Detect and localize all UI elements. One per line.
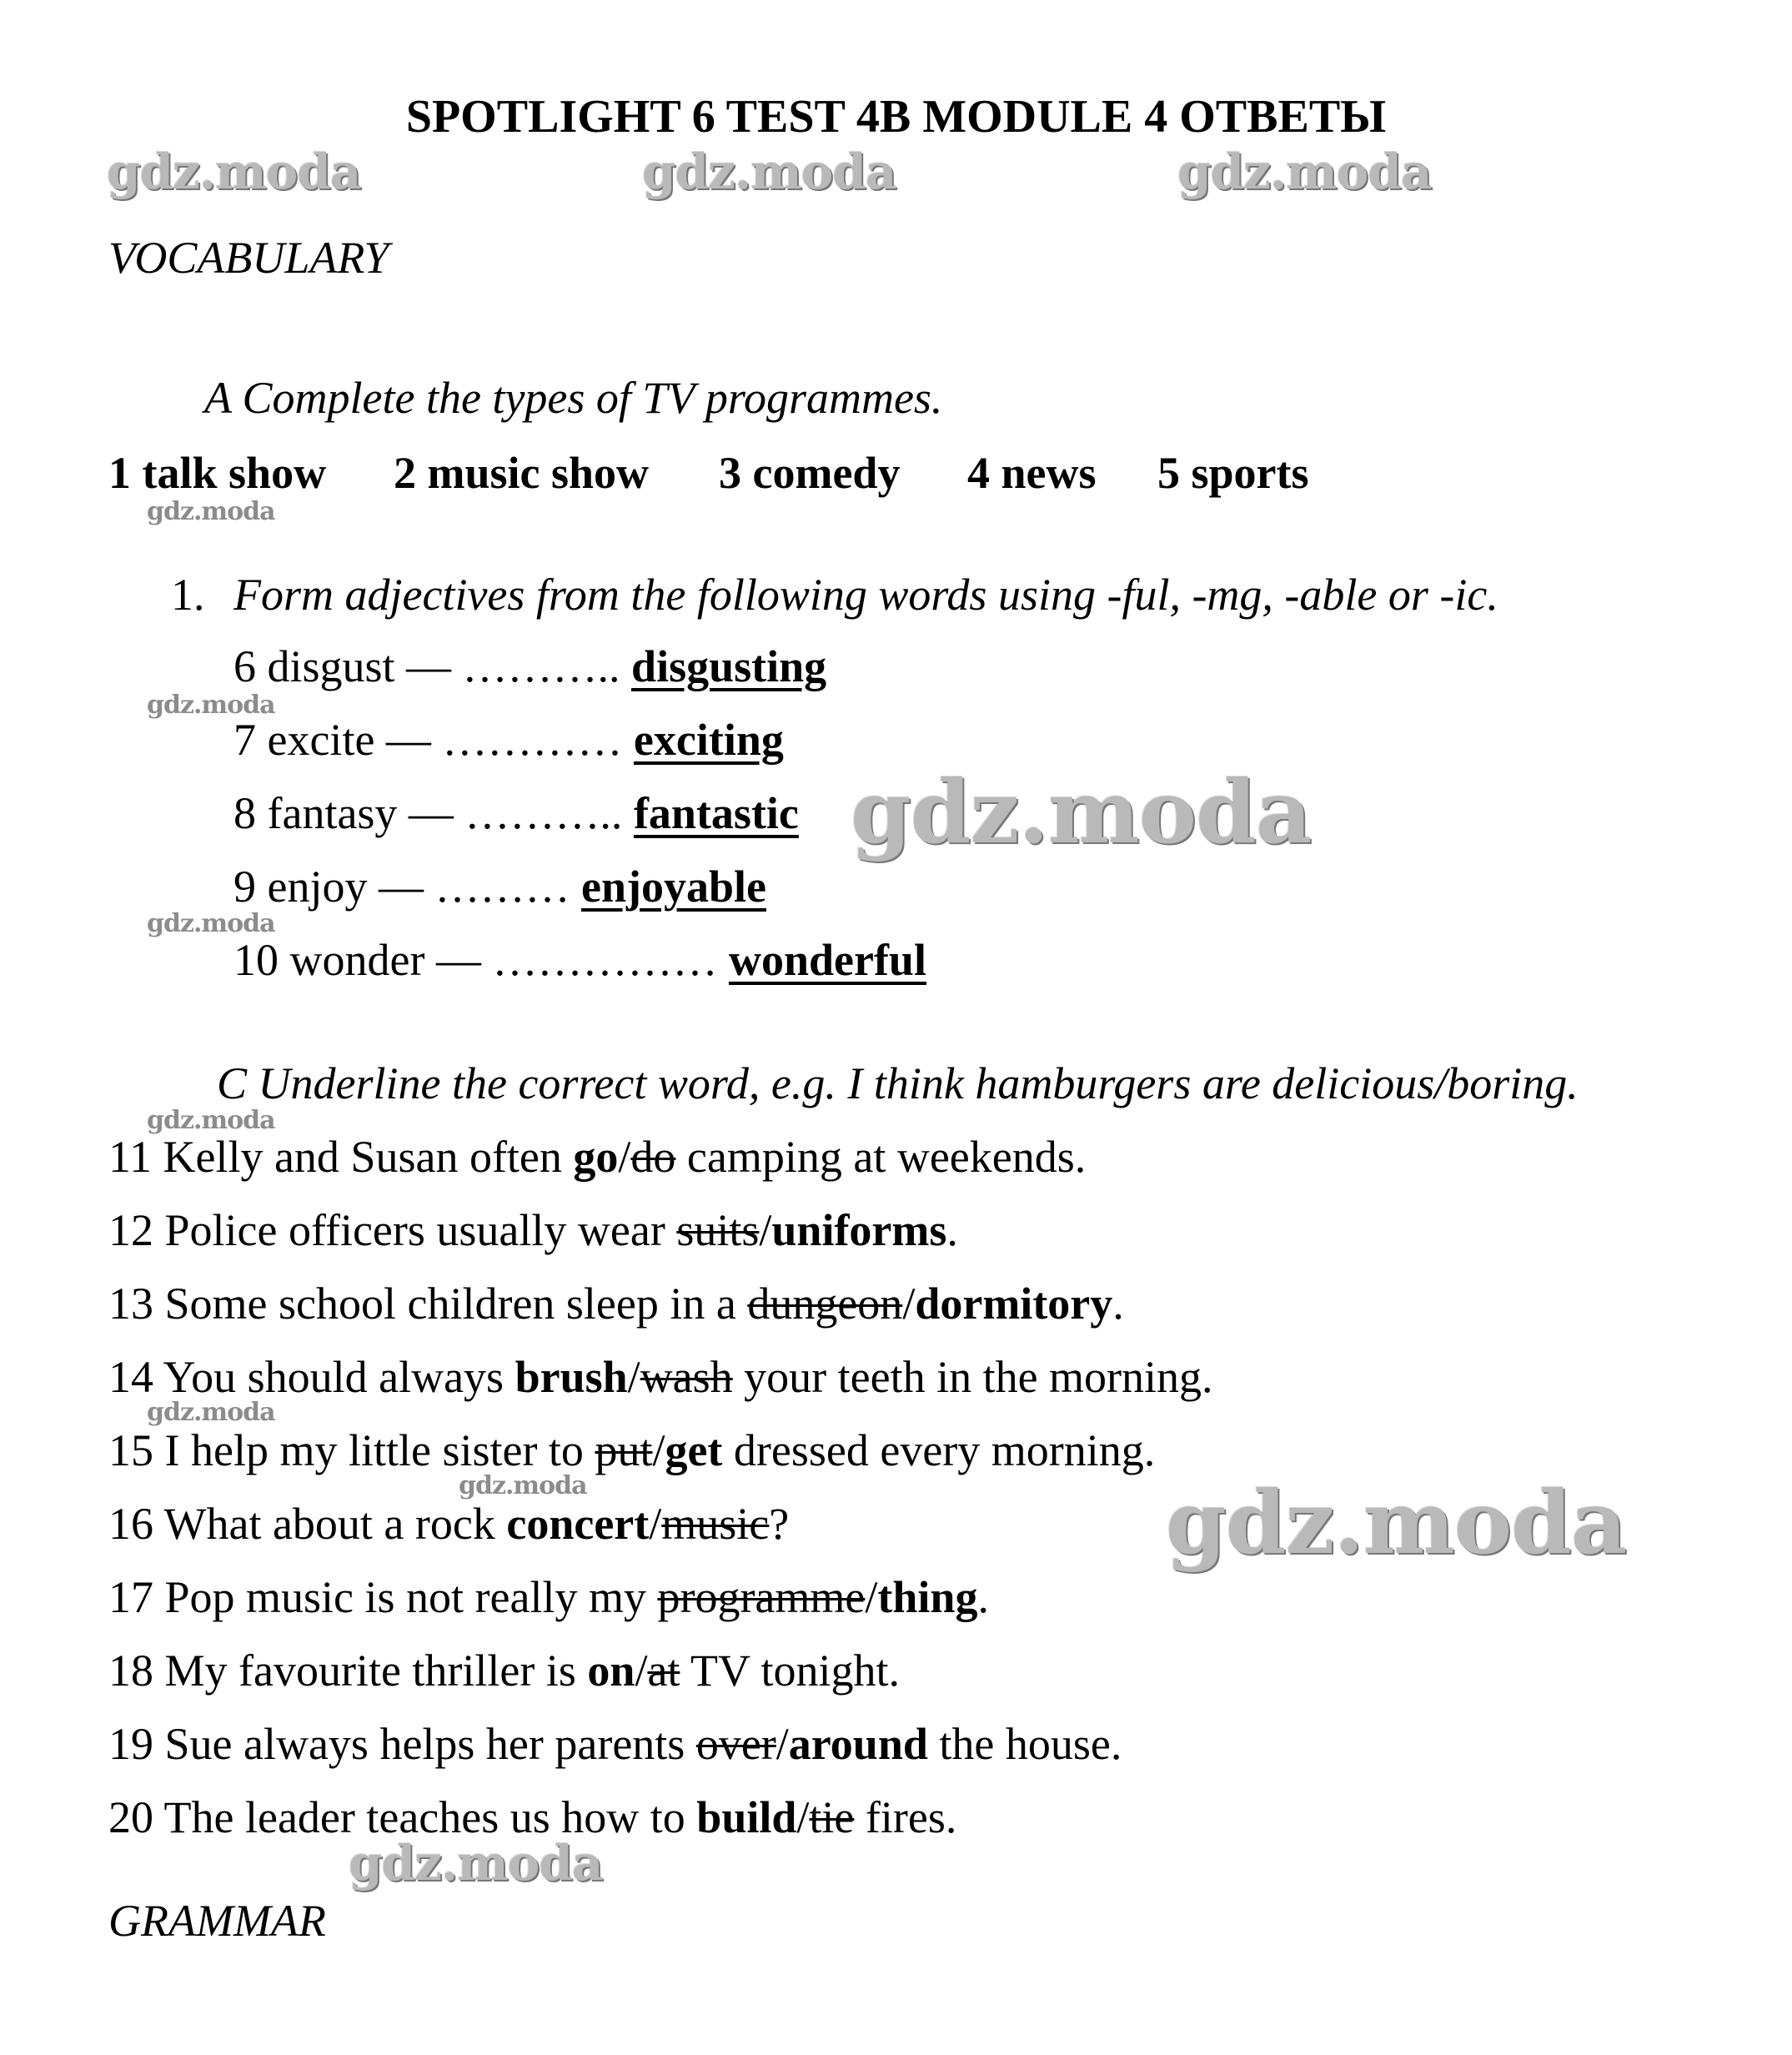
item-answer: fantastic [633, 788, 799, 838]
task-a-answer: 2 music show [394, 448, 650, 498]
wrong-word: suits [676, 1205, 760, 1255]
correct-word: dormitory [915, 1279, 1113, 1329]
sentence-text: dressed every morning. [722, 1425, 1156, 1475]
sentence-text: 12 Police officers usually wear [108, 1205, 677, 1255]
sentence-text: 14 You should always [108, 1352, 515, 1402]
correct-word: go [573, 1132, 619, 1182]
item-answer: disgusting [631, 641, 827, 691]
list-item [233, 787, 799, 839]
watermark: gdz.moda [147, 497, 275, 526]
wrong-word: dungeon [747, 1279, 903, 1329]
list-item: 11 Kelly and Susan often go/do camping at weekends. [108, 1132, 1087, 1182]
item-prompt: 9 enjoy — ……… [233, 862, 581, 912]
task-a-answer: 4 news [967, 448, 1097, 498]
sentence-text: 11 Kelly and Susan often [108, 1132, 574, 1182]
list-item [233, 714, 784, 766]
wrong-word: tie [809, 1792, 855, 1842]
correct-word: thing [877, 1572, 978, 1622]
list-item: 16 What about a rock concert/music? [108, 1499, 790, 1549]
correct-word: concert [506, 1499, 650, 1549]
sentence-text: 20 The leader teaches us how to [108, 1792, 697, 1842]
list-item: 12 Police officers usually wear suits/uniforms. [108, 1205, 958, 1255]
page-title: SPOTLIGHT 6 TEST 4B MODULE 4 ОТВЕТЫ [405, 91, 1387, 143]
item-prompt: 8 fantasy — ……….. [233, 788, 634, 838]
sentence-text: . [1112, 1279, 1124, 1329]
sentence-text: camping at weekends. [675, 1132, 1087, 1182]
watermark: gdz.moda [642, 143, 896, 200]
item-answer: wonderful [728, 935, 926, 985]
sentence-text: 19 Sue always helps her parents [108, 1719, 696, 1769]
sentence-text: fires. [854, 1792, 957, 1842]
section-heading-grammar: GRAMMAR [108, 1896, 326, 1946]
wrong-word: over [695, 1719, 776, 1769]
wrong-word: do [630, 1132, 676, 1182]
sentence-text: 16 What about a rock [108, 1499, 507, 1549]
list-item [233, 861, 766, 912]
item-prompt: 6 disgust — ……….. [233, 641, 632, 691]
list-item [233, 934, 926, 986]
sentence-text: TV tonight. [680, 1646, 900, 1696]
list-item: 19 Sue always helps her parents over/around the house. [108, 1719, 1122, 1769]
item-prompt: 7 excite — ………… [233, 715, 634, 765]
wrong-word: wash [640, 1352, 733, 1402]
watermark: gdz.moda [147, 1106, 275, 1135]
task-a-answer: 3 comedy [719, 448, 901, 498]
sentence-text: . [977, 1572, 989, 1622]
correct-word: build [696, 1792, 797, 1842]
list-item: 14 You should always brush/wash your teeth in the morning. [108, 1352, 1213, 1402]
wrong-word: at [647, 1646, 680, 1696]
correct-word: uniforms [771, 1205, 947, 1255]
list-item: 18 My favourite thriller is on/at TV tonight. [108, 1646, 900, 1696]
watermark: gdz.moda [459, 1471, 587, 1500]
list-item: 15 I help my little sister to put/get dressed every morning. [108, 1425, 1156, 1475]
watermark: gdz.moda [147, 909, 275, 938]
watermark: gdz.moda [147, 1398, 275, 1427]
sentence-text: the house. [927, 1719, 1122, 1769]
item-prompt: 10 wonder — …………… [233, 935, 729, 985]
watermark: gdz.moda [1166, 1471, 1627, 1574]
wrong-word: programme [657, 1572, 866, 1622]
sentence-text: . [946, 1205, 958, 1255]
watermark: gdz.moda [107, 143, 361, 200]
watermark: gdz.moda [349, 1835, 603, 1892]
task-a-answer: 5 sports [1157, 448, 1309, 498]
section-heading-vocabulary: VOCABULARY [108, 233, 389, 283]
wrong-word: put [595, 1425, 653, 1475]
wrong-word: music [661, 1499, 770, 1549]
correct-word: brush [515, 1352, 628, 1402]
watermark: gdz.moda [851, 761, 1312, 863]
correct-word: around [788, 1719, 928, 1769]
task-a-instruction: A Complete the types of TV programmes. [204, 373, 943, 423]
sentence-text: 13 Some school children sleep in a [108, 1279, 748, 1329]
list-item: 20 The leader teaches us how to build/tie fires. [108, 1792, 957, 1842]
sentence-text: 15 I help my little sister to [108, 1425, 595, 1475]
sentence-text: 17 Pop music is not really my [108, 1572, 658, 1622]
correct-word: on [587, 1646, 635, 1696]
list-item [233, 641, 826, 692]
task-c-instruction: C Underline the correct word, e.g. I think hamburgers are delicious/boring. [217, 1058, 1579, 1108]
sentence-text: your teeth in the morning. [732, 1352, 1213, 1402]
watermark: gdz.moda [1177, 143, 1432, 200]
item-answer: exciting [633, 715, 784, 765]
watermark: gdz.moda [147, 691, 275, 720]
sentence-text: 18 My favourite thriller is [108, 1646, 588, 1696]
sentence-text: ? [769, 1499, 790, 1549]
task-a-answer: 1 talk show [108, 448, 327, 498]
item-answer: enjoyable [580, 862, 766, 912]
list-item: 17 Pop music is not really my programme/thing. [108, 1572, 989, 1622]
correct-word: get [665, 1425, 723, 1475]
task-b-instruction: Form adjectives from the following words using -ful, -mg, -able or -ic. [233, 570, 1498, 620]
task-b-number: 1. [171, 570, 205, 620]
list-item: 13 Some school children sleep in a dungeon/dormitory. [108, 1279, 1124, 1329]
